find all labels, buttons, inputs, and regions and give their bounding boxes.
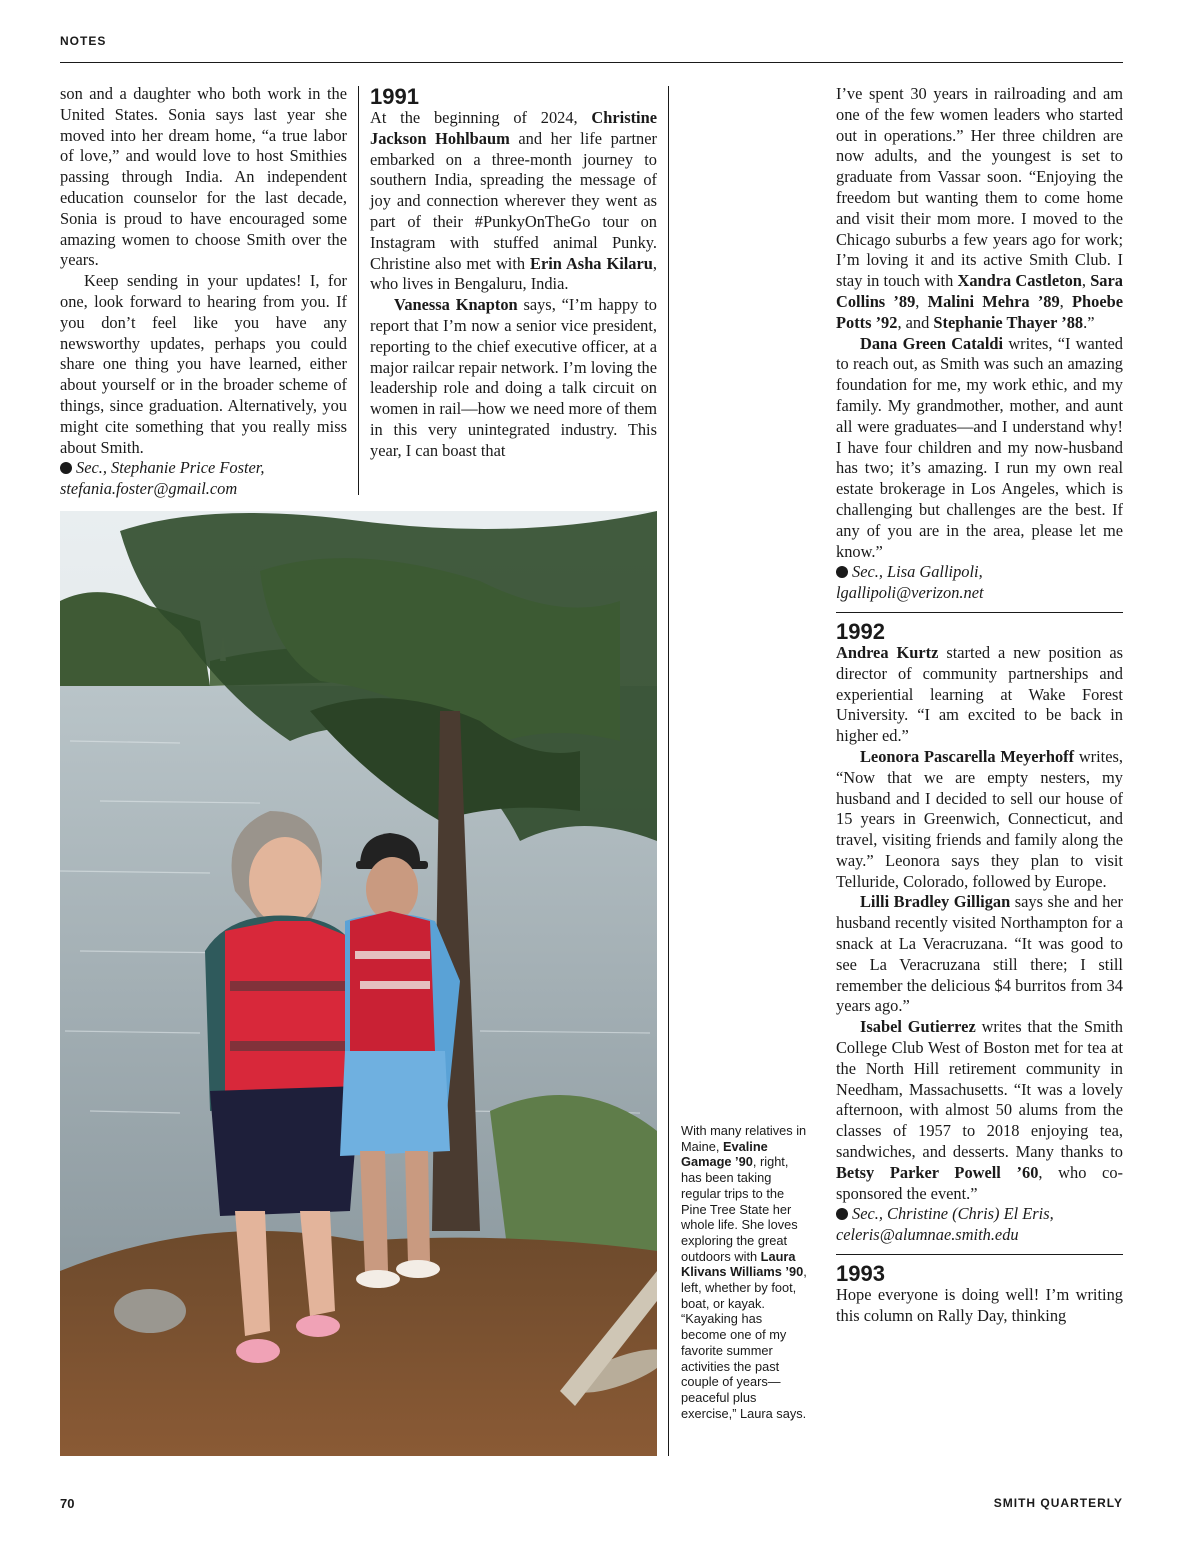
secretary-name: Sec., Lisa Gallipoli,: [852, 562, 983, 582]
year-heading-1991: 1991: [370, 84, 419, 109]
1991-paragraph-1: At the beginning of 2024, Christine Jackson Hohlbaum and her life partner embarked on a three-month journey to southern India, spreading the message of joy and connection wherever they went as part of their #PunkyOnTheGo tour on Instagram with stuffed animal Punky. Christine also met with Erin Asha Kilaru, who lives in Bengaluru, India.: [370, 108, 658, 294]
section-rule: [836, 612, 1123, 613]
alum-name: Andrea Kurtz: [836, 642, 939, 662]
1991-paragraph-2: Vanessa Knapton says, “I’m happy to report that I’m now a senior vice president, reporting to the chief executive officer, at a major railcar repair network. I’m loving the leadership role and doing a talk circuit on women in rail—how we need more of them in this very unintegrated industry. This year, I can boast that: [370, 295, 657, 460]
page-number: 70: [60, 1496, 75, 1511]
class-secretary-1992: [836, 1204, 1123, 1246]
alum-name: Xandra Castleton: [957, 271, 1082, 291]
column-3: [836, 84, 1123, 1327]
section-rule: [836, 1254, 1123, 1255]
photo-two-women-lakeside: [60, 511, 657, 1456]
1991-paragraph-4: Dana Green Cataldi writes, “I wanted to reach out, as Smith was such an amazing foundation for me, my work ethic, and my family. My grandmother, mother, and aunt all were graduates—and I understand why! I have four children and my now-husband has two; it’s amazing. I run my own real estate brokerage in Los Angeles, which is challenging but challenges are the best. If any of you are in the area, please let me know.”: [836, 333, 1124, 561]
year-heading-1993: 1993: [836, 1261, 885, 1287]
class-secretary-1991: [836, 562, 1123, 604]
lakeside-photo-illustration: [60, 511, 657, 1456]
1992-paragraph-4: Isabel Gutierrez writes that the Smith College Club West of Boston met for tea at the North Hill retirement community in Needham, Massachusetts. “It was a lovely afternoon, with almost 50 alums from the classes of 1957 to 2018 enjoying tea, sandwiches, and desserts. Many thanks to Betsy Parker Powell ’60, who co-sponsored the event.”: [836, 1017, 1123, 1203]
alum-name: Vanessa Knapton: [394, 295, 518, 315]
alum-name: Christine Jackson Hohlbaum: [370, 108, 657, 148]
alum-name: Dana Green Cataldi: [860, 333, 1004, 353]
alum-name: Malini Mehra ’89: [927, 291, 1060, 311]
publication-name: SMITH QUARTERLY: [993, 1496, 1123, 1510]
bullet-dot-icon: [836, 1208, 848, 1220]
col1-paragraph-1: son and a daughter who both work in the United States. Sonia says last year she moved into her dream home, “a true labor of love,” and would love to host Smithies passing through India. An independent education counselor for the last decade, Sonia is proud to have encouraged some amazing women to choose Smith over the years.: [60, 84, 347, 270]
caption-name: Laura Klivans Williams ’90: [681, 1248, 804, 1280]
year-heading-1992: 1992: [836, 618, 885, 644]
class-secretary-1990: [60, 458, 347, 500]
secretary-name: Sec., Christine (Chris) El Eris,: [852, 1204, 1054, 1224]
alum-name: Leonora Pascarella Meyerhoff: [860, 746, 1075, 766]
column-divider: [668, 86, 669, 1456]
alum-name: Betsy Parker Powell ’60: [836, 1162, 1039, 1182]
section-label: NOTES: [60, 34, 107, 48]
1991-paragraph-3: I’ve spent 30 years in railroading and am one of the few women leaders who started out in operations.” Her three children are now adults, and the youngest is set to graduate from Vassar soon. “Enjoying the freedom but wanting them to come home and visit their mom more. I moved to the Chicago suburbs a few years ago for work; I’m loving it and its active Smith Club. I stay in touch with Xandra Castleton, Sara Collins ’89, Malini Mehra ’89, Phoebe Potts ’92, and Stephanie Thayer ’88.”: [836, 84, 1123, 332]
1992-paragraph-1: Andrea Kurtz started a new position as director of community partnerships and experiential learning at Wake Forest University. “I am excited to be back in higher ed.”: [836, 642, 1123, 746]
secretary-email: celeris@alumnae.smith.edu: [836, 1225, 1019, 1245]
column-divider: [358, 86, 359, 495]
secretary-email: lgallipoli@verizon.net: [836, 583, 984, 603]
column-2: [370, 84, 657, 462]
caption-name: Evaline Gamage ’90: [681, 1138, 768, 1170]
secretary-email: stefania.foster@gmail.com: [60, 479, 238, 499]
header-rule: [60, 62, 1123, 63]
bullet-dot-icon: [836, 566, 848, 578]
col1-paragraph-2: Keep sending in your updates! I, for one, look forward to hearing from you. If you don’t feel like you have any newsworthy updates, perhaps you could share one thing you have learned, either about yourself or in the broader scheme of things, since graduation. Alternatively, you might cite something that you really miss about Smith.: [60, 271, 347, 457]
alum-name: Phoebe Potts ’92: [836, 291, 1123, 332]
alum-name: Sara Collins ’89: [836, 271, 1123, 311]
1992-paragraph-2: Leonora Pascarella Meyerhoff writes, “Now that we are empty nesters, my husband and I decided to sell our house of 15 years in Greenwich, Connecticut, and travel, visiting friends and family along the way.” Leonora says they plan to visit Telluride, Colorado, followed by Europe.: [836, 746, 1123, 891]
1992-paragraph-3: Lilli Bradley Gilligan says she and her husband recently visited Northampton for a snack at La Veracruzana. “It was good to see La Veracruzana still there; I still remember the delicious $4 burritos from 34 years ago.”: [836, 892, 1123, 1016]
alum-name: Isabel Gutierrez: [860, 1017, 976, 1037]
bullet-dot-icon: [60, 462, 72, 474]
1993-paragraph-1: Hope everyone is doing well! I’m writing this column on Rally Day, thinking: [836, 1285, 1123, 1325]
alum-name: Stephanie Thayer ’88: [933, 312, 1084, 332]
column-1: [60, 84, 347, 500]
alum-name: Erin Asha Kilaru: [530, 253, 653, 273]
alum-name: Lilli Bradley Gilligan: [860, 892, 1011, 912]
secretary-name: Sec., Stephanie Price Foster,: [76, 458, 265, 478]
photo-caption: With many relatives in Maine, Evaline Gamage ’90, right, has been taking regular trips to the Pine Tree State her whole life. She loves exploring the great outdoors with Laura Klivans Williams ’90, left, whether by foot, boat, or kayak. “Kayaking has become one of my favorite summer activities the past couple of years—peaceful plus exercise,” Laura says.: [681, 1123, 807, 1421]
